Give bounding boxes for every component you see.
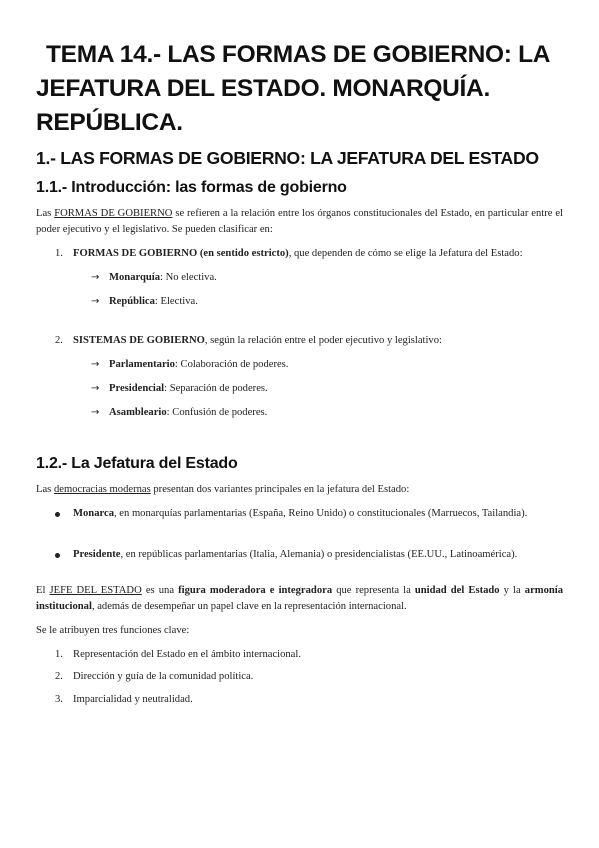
intro-post: se refieren a la relación entre los órganos constitucionales del Estado, en particular entre el poder ejecutivo y el legislativo. Se pueden clasificar en:: [36, 208, 563, 235]
sub-item-republica: [109, 294, 198, 310]
jefe-post: , además de desempeñar un papel clave en la representación internacional.: [91, 601, 407, 612]
bullet-rest: , en repúblicas parlamentarias (Italia, Alemania) o presidencialistas (EE.UU., Latinoamérica).: [120, 549, 518, 560]
list-item-sistemas: [73, 333, 563, 349]
arrow-icon: →: [91, 296, 100, 307]
page-title: [36, 38, 576, 140]
bullet-monarca: [73, 506, 563, 522]
sub-item-bold: Monarquía: [109, 272, 161, 283]
function-item-3: Imparcialidad y neutralidad.: [73, 694, 193, 705]
jefe-pre: El: [36, 585, 50, 596]
democracias-post: presentan dos variantes principales en la jefatura del Estado:: [150, 484, 410, 495]
jefe-bold: unidad del Estado: [414, 585, 500, 596]
function-item-2: Dirección y guía de la comunidad política.: [73, 671, 254, 682]
jefe-bold: armonía institucional: [36, 585, 564, 612]
bullet-presidente: [73, 547, 563, 563]
list-number-2: 2.: [55, 335, 63, 346]
list-item-bold: FORMAS DE GOBIERNO (en sentido estricto): [73, 248, 289, 259]
list-number-1: 1.: [55, 248, 63, 259]
sub-item-rest: : Confusión de poderes.: [166, 407, 268, 418]
subsection-1-2-heading: 1.2.- La Jefatura del Estado: [36, 455, 238, 472]
title-line-3: REPÚBLICA.: [36, 109, 183, 136]
sub-item-rest: : Colaboración de poderes.: [174, 359, 289, 370]
bullet-icon: [55, 512, 60, 517]
jefe-mid: y la: [499, 585, 525, 596]
sub-item-presidencial: [109, 381, 268, 397]
section-1-heading: 1.- LAS FORMAS DE GOBIERNO: LA JEFATURA DEL ESTADO: [36, 148, 539, 168]
arrow-icon: →: [91, 407, 100, 418]
sub-item-parlamentario: [109, 357, 288, 373]
sub-item-monarquia: [109, 270, 217, 286]
title-line-2: JEFATURA DEL ESTADO. MONARQUÍA.: [36, 75, 490, 102]
sub-item-asambleario: [109, 405, 267, 421]
list-item-rest: , según la relación entre el poder ejecutivo y legislativo:: [204, 335, 442, 346]
bullet-bold: Monarca: [73, 508, 114, 519]
title-line-1: TEMA 14.- LAS FORMAS DE GOBIERNO: LA: [46, 41, 551, 68]
list-item-rest: , que dependen de cómo se elige la Jefatura del Estado:: [288, 248, 523, 259]
intro-pre: Las: [36, 208, 55, 219]
list-item-bold: SISTEMAS DE GOBIERNO: [73, 335, 205, 346]
list-item-formas: [73, 246, 563, 262]
arrow-icon: →: [91, 272, 100, 283]
function-number-1: 1.: [55, 649, 63, 660]
functions-intro: Se le atribuyen tres funciones clave:: [36, 625, 190, 636]
function-number-3: 3.: [55, 694, 63, 705]
sub-item-rest: : Separación de poderes.: [164, 383, 268, 394]
subsection-1-1-heading: 1.1.- Introducción: las formas de gobierno: [36, 179, 347, 196]
jefe-paragraph: [36, 583, 563, 615]
intro-paragraph: [36, 206, 563, 238]
sub-item-rest: : Electiva.: [154, 296, 198, 307]
intro-term-formas: FORMAS DE GOBIERNO: [54, 208, 173, 219]
democracias-pre: Las: [36, 484, 54, 495]
democracias-term: democracias modernas: [53, 484, 151, 495]
sub-item-bold: Asambleario: [109, 407, 167, 418]
democracias-paragraph: [36, 482, 563, 498]
function-number-2: 2.: [55, 671, 63, 682]
bullet-rest: , en monarquías parlamentarias (España, Reino Unido) o constitucionales (Marruecos, Tailandia).: [114, 508, 528, 519]
sub-item-bold: Presidencial: [109, 383, 165, 394]
sub-item-bold: Parlamentario: [109, 359, 175, 370]
arrow-icon: →: [91, 359, 100, 370]
jefe-term: JEFE DEL ESTADO: [49, 585, 142, 596]
jefe-mid: que representa la: [332, 585, 415, 596]
arrow-icon: →: [91, 383, 100, 394]
sub-item-bold: República: [109, 296, 155, 307]
function-item-1: Representación del Estado en el ámbito internacional.: [73, 649, 301, 660]
bullet-bold: Presidente: [73, 549, 121, 560]
bullet-icon: [55, 553, 60, 558]
sub-item-rest: : No electiva.: [160, 272, 217, 283]
jefe-mid: es una: [141, 585, 179, 596]
jefe-bold: figura moderadora e integradora: [178, 585, 333, 596]
